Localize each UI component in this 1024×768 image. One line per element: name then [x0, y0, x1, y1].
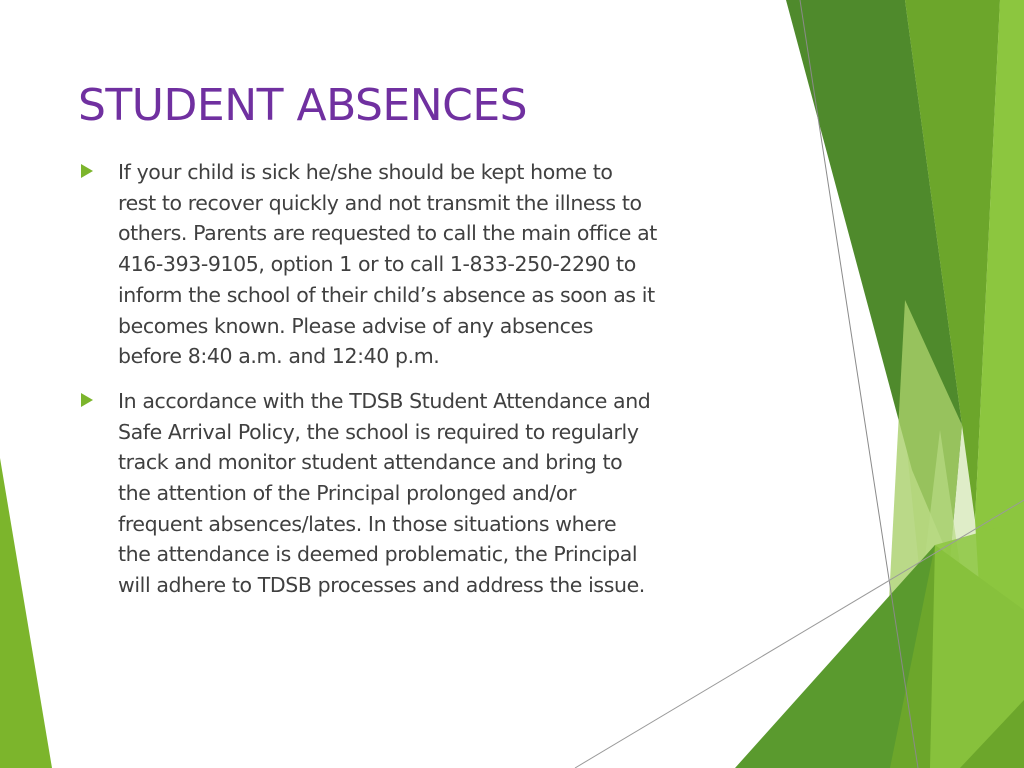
slide-title: STUDENT ABSENCES [78, 80, 528, 131]
bullet-line: Safe Arrival Policy, the school is required to regularly [118, 419, 639, 444]
bullet-line: before 8:40 a.m. and 12:40 p.m. [118, 344, 440, 369]
bullet-line: frequent absences/lates. In those situations where [118, 511, 617, 536]
bullet-line: inform the school of their child’s absence as soon as it [118, 282, 655, 307]
facet-left-edge [0, 458, 52, 768]
triangle-right-icon [81, 164, 93, 178]
bullet-item-attendance-policy [78, 386, 778, 601]
bullet-line: In accordance with the TDSB Student Attendance and [118, 388, 651, 413]
bullet-line: will adhere to TDSB processes and address the issue. [118, 573, 645, 598]
bullet-list [78, 157, 778, 615]
bullet-line: the attendance is deemed problematic, the Principal [118, 542, 638, 567]
bullet-line: others. Parents are requested to call the main office at [118, 221, 657, 246]
bullet-line: track and monitor student attendance and bring to [118, 450, 623, 475]
bullet-line: If your child is sick he/she should be kept home to [118, 160, 613, 184]
triangle-right-icon [81, 393, 93, 407]
bullet-line: 416-393-9105, option 1 or to call 1-833-250-2290 to [118, 252, 636, 277]
bullet-item-sick-child [78, 157, 778, 372]
bullet-line: becomes known. Please advise of any absences [118, 313, 593, 338]
bullet-text [118, 386, 778, 601]
bullet-text [118, 157, 778, 372]
bullet-line: the attention of the Principal prolonged and/or [118, 481, 577, 506]
bullet-line: rest to recover quickly and not transmit the illness to [118, 190, 642, 215]
